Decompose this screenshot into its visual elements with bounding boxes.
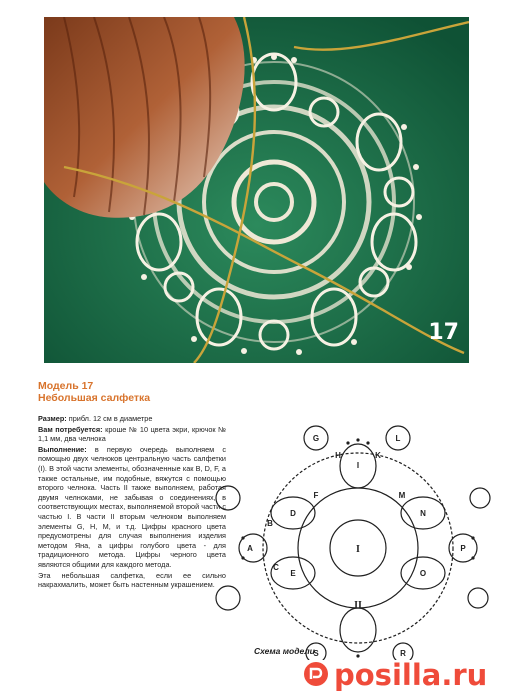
diagram-part-ii: II: [354, 600, 362, 611]
diagram-letter-m: M: [398, 491, 406, 500]
diagram-letter-e: E: [290, 569, 296, 578]
doily-photo-illustration: [44, 17, 469, 363]
watermark: [323, 658, 514, 698]
diagram-letter-i: I: [356, 461, 360, 470]
diagram-letter-n: N: [420, 509, 426, 518]
execution-value: в первую очередь выполняем с помощью двух челноков центральную часть салфетки (I). В этой части элементы, обозначенные как B, D, F, а также остальные, им подобные, вяжутся с помощью второго челнока. Часть II также выполняем, работая двумя челноками, не забывая о соединениях, в соответствующих местах, выполняемой второй части с частью I. В части II вторым челноком выполняем элементы G, H, M, и т.д. Цифры красного цвета предусмотрены для случая выполнения изделия методом Яна, а цифры голубого цвета - для традиционного метода. Цифры черного цвета являются общими для каждого метода.: [38, 444, 226, 569]
diagram-part-i: I: [356, 544, 360, 555]
model-subtitle: Небольшая салфетка: [38, 392, 151, 404]
diagram-letter-p: P: [460, 544, 466, 553]
closing-paragraph: Эта небольшая салфетка, если ее сильно накрахмалить, может быть настенным украшением.: [38, 570, 226, 590]
diagram-lines: [216, 426, 490, 660]
tatting-diagram-drawing: [198, 398, 494, 660]
diagram-letter-c: C: [273, 563, 279, 572]
watermark-text: posilla.ru: [334, 658, 488, 692]
diagram-letter-l: L: [395, 434, 401, 443]
size-label: Размер:: [38, 414, 67, 423]
diagram-letter-o: O: [419, 569, 427, 578]
execution-label: Выполнение:: [38, 444, 87, 454]
size-value: прибл. 12 см в диаметре: [68, 414, 153, 423]
diagram-letter-h: H: [335, 451, 341, 460]
diagram-letter-s: S: [313, 649, 319, 658]
diagram-letter-f: F: [313, 491, 319, 500]
model-title: Модель 17: [38, 380, 94, 392]
diagram-letter-b: B: [267, 519, 273, 528]
diagram-letter-d: D: [290, 509, 296, 518]
watermark-logo-icon: [303, 661, 329, 687]
diagram-letter-a: A: [247, 544, 253, 553]
page-number: 17: [428, 320, 459, 345]
tatting-diagram: [198, 398, 494, 660]
diagram-letter-k: K: [375, 451, 381, 460]
diagram-caption: Схема модели: [254, 646, 315, 656]
materials-value: крошe № 10 цвета экри, крючок № 1,1 мм, два челнока: [38, 424, 226, 444]
diagram-letter-g: G: [312, 434, 320, 443]
materials-label: Вам потребуется:: [38, 424, 103, 434]
doily-photo: [44, 17, 469, 363]
diagram-letter-r: R: [400, 649, 406, 658]
